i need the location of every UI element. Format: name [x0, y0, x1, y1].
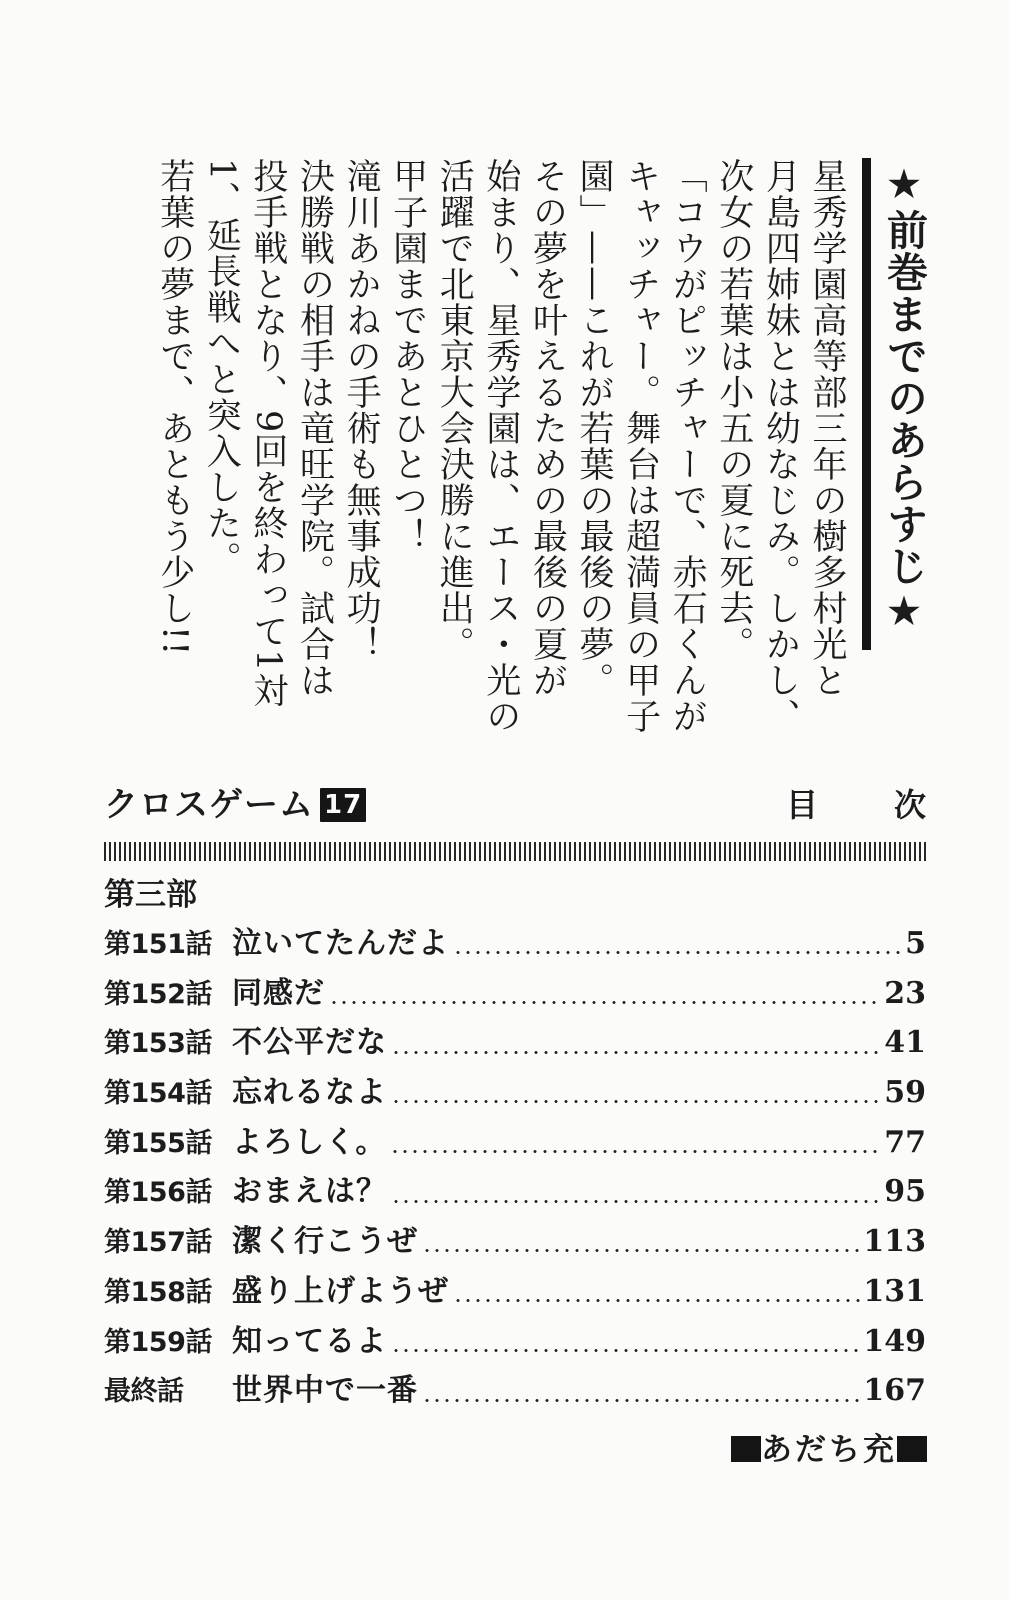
author-credit: [731, 1428, 927, 1472]
dot-leader: [391, 1051, 882, 1054]
dot-leader: [453, 1299, 861, 1302]
chapter-title: 盛り上げようぜ: [232, 1273, 449, 1309]
page-number: 59: [884, 1075, 926, 1111]
author-name: あだち充: [761, 1432, 897, 1468]
toc-row[interactable]: [104, 1320, 926, 1370]
square-mark-icon: [897, 1436, 927, 1462]
synopsis-line: 星秀学園高等部三年の樹多村光と: [807, 158, 847, 698]
contents-label: 目次: [785, 786, 1002, 824]
chapter-title: 知ってるよ: [232, 1323, 387, 1359]
toc-row[interactable]: [104, 972, 926, 1022]
synopsis-line: 滝川あかねの手術も無事成功！: [341, 158, 382, 662]
toc-row[interactable]: [104, 1021, 926, 1071]
chapter-number: 第158話: [104, 1276, 212, 1308]
synopsis-line: 月島四姉妹とは幼なじみ。しかし、: [760, 158, 801, 734]
page-number: 167: [863, 1373, 926, 1409]
chapter-number: 第154話: [104, 1078, 212, 1110]
chapter-number: 第155話: [104, 1127, 212, 1159]
toc-row[interactable]: [104, 1121, 926, 1171]
part-label: 第三部: [104, 877, 197, 913]
toc-list: [104, 922, 926, 1419]
dot-leader: [329, 1001, 882, 1004]
page-number: 41: [884, 1025, 926, 1061]
synopsis-heading: ★前巻までのあらすじ★: [880, 160, 928, 636]
synopsis-line: 若葉の夢まで、あともう少し!!: [154, 158, 195, 657]
dot-leader: [391, 1200, 882, 1203]
volume-badge: 17: [320, 788, 366, 822]
chapter-title: 同感だ: [232, 975, 325, 1011]
chapter-number: 第159話: [104, 1326, 212, 1358]
chapter-title: 忘れるなよ: [232, 1075, 387, 1111]
chapter-title: 世界中で一番: [232, 1373, 418, 1409]
chapter-title: おまえは？: [232, 1174, 387, 1210]
page-number: 5: [905, 926, 926, 961]
dot-leader: [422, 1249, 861, 1252]
chapter-title: 不公平だな: [232, 1025, 387, 1061]
synopsis-line: 投手戦となり、9回を終わって1対: [247, 158, 288, 709]
page-number: 131: [863, 1273, 926, 1309]
synopsis-line: 「コウがピッチャーで、赤石くんが: [667, 158, 708, 734]
dot-leader: [391, 1349, 861, 1352]
synopsis-line: 次女の若葉は小五の夏に死去。: [713, 158, 754, 662]
dot-leader: [422, 1399, 861, 1402]
toc-divider: [104, 842, 926, 861]
series-title: [104, 782, 366, 828]
toc-header: [104, 782, 1002, 828]
page-number: 113: [863, 1224, 926, 1260]
synopsis-line: 始まり、星秀学園は、エース・光の: [480, 158, 521, 734]
toc-row[interactable]: [104, 1369, 926, 1419]
page-number: 149: [863, 1323, 926, 1359]
square-mark-icon: [731, 1436, 761, 1462]
heading-rule: [862, 158, 871, 650]
toc-row[interactable]: [104, 1220, 926, 1270]
synopsis-body: [98, 158, 850, 734]
toc-row[interactable]: [104, 1270, 926, 1320]
synopsis-line: その夢を叶えるための最後の夏が: [527, 158, 568, 698]
synopsis-line: 園」——これが若葉の最後の夢。: [574, 158, 615, 698]
chapter-number: 第156話: [104, 1177, 212, 1209]
synopsis-line: 活躍で北東京大会決勝に進出。: [434, 158, 475, 662]
chapter-number: 最終話: [104, 1376, 184, 1408]
chapter-number: 第157話: [104, 1227, 212, 1259]
synopsis-line: キャッチャー。舞台は超満員の甲子: [620, 158, 661, 734]
synopsis-line: 決勝戦の相手は竜旺学院。試合は: [294, 158, 335, 698]
page-number: 23: [884, 975, 926, 1011]
toc-row[interactable]: [104, 1170, 926, 1220]
series-name: クロスゲーム: [104, 785, 314, 825]
chapter-number: 第153話: [104, 1028, 212, 1060]
synopsis-line: 1、延長戦へと突入した。: [201, 158, 242, 578]
dot-leader: [391, 1100, 882, 1103]
chapter-title: 潔く行こうぜ: [232, 1224, 418, 1260]
chapter-number: 第152話: [104, 978, 212, 1010]
chapter-title: 泣いてたんだよ: [232, 926, 449, 961]
page-number: 95: [884, 1174, 926, 1210]
toc-row[interactable]: [104, 1071, 926, 1121]
dot-leader: [453, 951, 903, 954]
chapter-number: 第151話: [104, 929, 212, 960]
page-number: 77: [884, 1124, 926, 1160]
synopsis-line: 甲子園まであとひとつ！: [387, 158, 428, 554]
chapter-title: よろしく。: [232, 1124, 387, 1160]
dot-leader: [390, 1150, 882, 1153]
toc-row[interactable]: [104, 922, 926, 972]
